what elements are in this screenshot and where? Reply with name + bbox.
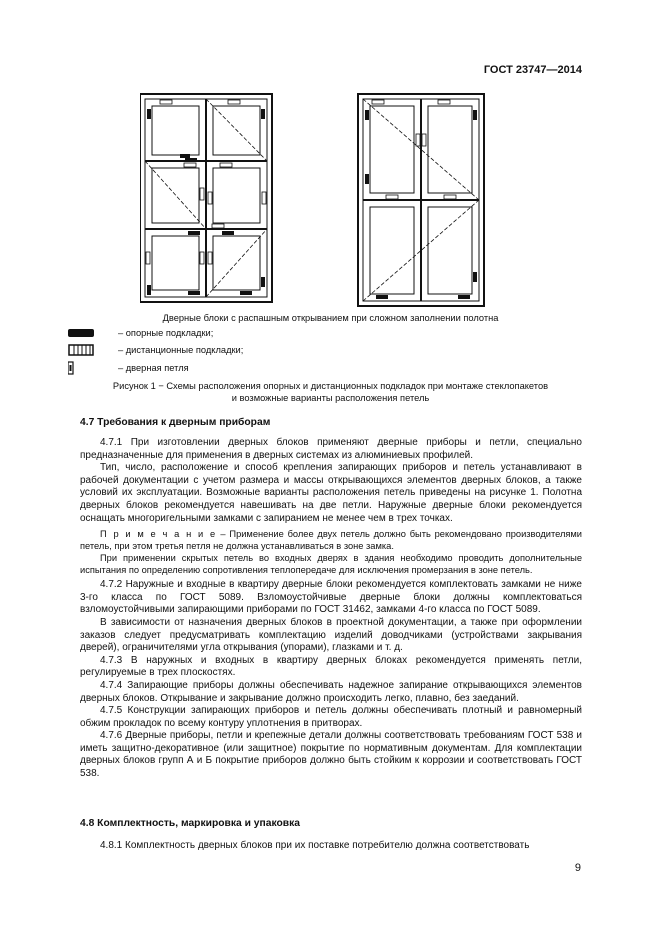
legend-item bbox=[68, 362, 189, 374]
paragraph: 4.7.5 Конструкции запирающих приборов и петель должны обеспечивать плотный и равномерный обжим прокладок по всему контуру уплотнения в притворах. bbox=[80, 705, 582, 729]
legend-label: – дверная петля bbox=[118, 363, 189, 373]
section-heading: 4.8 Комплектность, маркировка и упаковка bbox=[80, 818, 300, 829]
standard-number: ГОСТ 23747—2014 bbox=[483, 64, 582, 76]
section-4-7-body bbox=[80, 437, 582, 781]
figure-title-line: Рисунок 1 − Схемы расположения опорных и дистанционных подкладок при монтаже стеклопакетов bbox=[112, 381, 549, 391]
note-text: При применении скрытых петель во входных дверях в здания необходимо проводить дополнительные испытания по определению сопротивления теплопередаче для исключения промерзания в зоне петель. bbox=[80, 553, 582, 576]
note-text: – Применение более двух петель должно быть рекомендовано производителями петель, при этом третья петля не должна устанавливаться в зоне замка. bbox=[80, 529, 582, 552]
section-4-8-body bbox=[80, 840, 582, 853]
legend-label: – опорные подкладки; bbox=[118, 328, 214, 338]
door-hinge-icon bbox=[68, 362, 96, 374]
paragraph: В зависимости от назначения дверных блоков в проектной документации, а также при оформлении заказов следует предусматривать комплектацию изделий доводчиками (устройствами закрывания дверей), ограничителями угла открывания (упорами), глазками и т. д. bbox=[80, 616, 582, 654]
door-scheme-right bbox=[358, 94, 484, 306]
legend-item bbox=[68, 344, 243, 356]
legend-item bbox=[68, 327, 213, 339]
paragraph: 4.7.3 В наружных и входных в квартиру дверных блоках рекомендуется применять петли, регулируемые в трех плоскостях. bbox=[80, 654, 582, 679]
legend-label: – дистанционные подкладки; bbox=[118, 345, 244, 355]
support-pad-icon bbox=[68, 327, 96, 339]
door-scheme-left bbox=[140, 94, 272, 302]
section-heading: 4.7 Требования к дверным приборам bbox=[80, 417, 271, 428]
paragraph: Тип, число, расположение и способ крепления запирающих приборов и петель устанавливают в рабочей документации с учетом размера и массы открывающихся элементов дверных блоков, а также условий их эксплуатации. Возможные варианты расположения петель приведены на рисунке 1. Полотна дверных блоков рекомендуется навешивать на две петли. Наружные дверные блоки рекомендуется оснащать многоригельными замками с запиранием не менее чем в трех точках. bbox=[80, 462, 582, 524]
figure-title bbox=[0, 380, 661, 404]
paragraph: 4.8.1 Комплектность дверных блоков при их поставке потребителю должна соответствовать bbox=[100, 840, 530, 851]
paragraph: 4.7.6 Дверные приборы, петли и крепежные детали должны соответствовать требованиям ГОСТ 538 и иметь защитно-декоративное (или защитное) покрытие по нормативным документам. Для комплектации дверных блоков групп А и Б покрытие приборов должно быть стойким к коррозии и соответствовать ГОСТ 538. bbox=[80, 730, 582, 780]
note-label: П р и м е ч а н и е bbox=[100, 529, 217, 540]
figure-title-line: и возможные варианты расположения петель bbox=[231, 393, 430, 403]
figure-caption-note: Дверные блоки с распашным открыванием при сложном заполнении полотна bbox=[162, 313, 499, 323]
paragraph: 4.7.4 Запирающие приборы должны обеспечивать надежное запирание открывающихся элементов дверных блоков. Открывание и закрывание должно происходить легко, плавно, без заеданий. bbox=[80, 679, 582, 704]
paragraph: 4.7.1 При изготовлении дверных блоков применяют дверные приборы и петли, специально предназначенные для применения в дверных системах из алюминиевых профилей. bbox=[80, 437, 582, 461]
paragraph: 4.7.2 Наружные и входные в квартиру дверные блоки рекомендуется комплектовать замками не ниже 3-го класса по ГОСТ 5089. Взломоустойчивые дверные блоки должны комплектоваться взломоустойчивыми запирающими приборами по ГОСТ 31462, замками 4-го класса по ГОСТ 5089. bbox=[80, 579, 582, 616]
door-schemes-figure bbox=[140, 92, 520, 308]
page-number: 9 bbox=[574, 862, 581, 874]
spacer-pad-icon bbox=[68, 344, 96, 356]
note bbox=[80, 528, 582, 552]
